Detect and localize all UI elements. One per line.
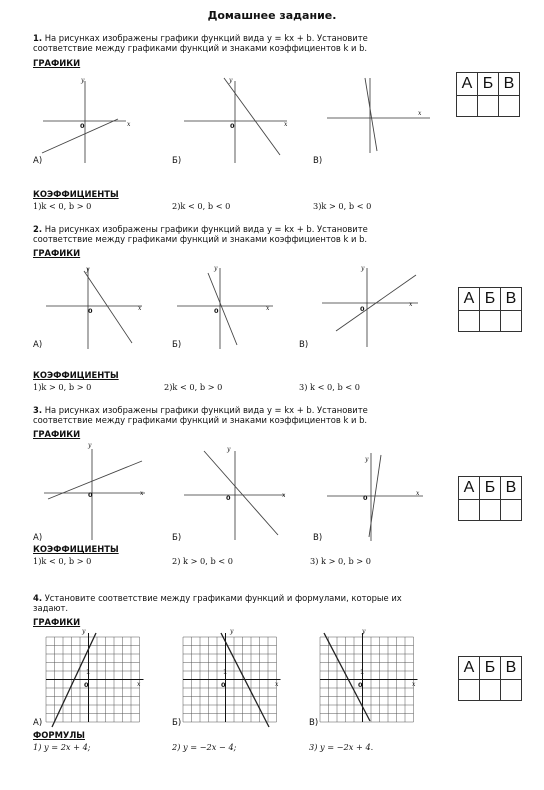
graph-1a — [38, 73, 138, 163]
answer-header-v: В — [501, 657, 522, 680]
answer-header-b: Б — [480, 657, 501, 680]
answer-table — [458, 656, 522, 701]
axis-x-label: x — [275, 681, 279, 688]
graph-4v — [320, 637, 415, 727]
graph-label-b: Б) — [172, 340, 182, 350]
task-text-line2: соответствие между графиками функций и знаками коэффициентов k и b. — [33, 43, 368, 53]
graphs-header: ГРАФИКИ — [33, 617, 81, 627]
graph-4a — [46, 637, 141, 727]
task-text-line1: На рисунках изображены графики функций вида y = kx + b. Установите — [44, 224, 368, 234]
graph-label-b: Б) — [172, 533, 182, 543]
option-1: 1)k < 0, b > 0 — [33, 201, 92, 211]
option-1: 1) y = 2x + 4; — [33, 742, 91, 752]
answer-header-v: В — [501, 477, 522, 500]
origin-label: 0 — [88, 491, 93, 499]
answer-header-v: В — [501, 288, 522, 311]
axis-y-label: y — [361, 265, 365, 272]
graph-label-a: А) — [33, 533, 43, 543]
task-number: 1. — [33, 33, 43, 43]
task-text-line1: На рисунках изображены графики функций вида y = kx + b. Установите — [44, 33, 368, 43]
option-3: 3)k > 0, b < 0 — [313, 201, 372, 211]
axis-y-label: y — [227, 446, 231, 453]
task-number: 3. — [33, 405, 43, 415]
answer-table — [458, 287, 522, 332]
task-1-text — [33, 33, 368, 53]
option-2: 2) k > 0, b < 0 — [172, 556, 233, 566]
coef-header: КОЭФФИЦИЕНТЫ — [33, 370, 119, 380]
axis-x-label: x — [137, 681, 141, 688]
task-number: 4. — [33, 593, 43, 603]
axis-x-label: x — [412, 681, 416, 688]
answer-cell[interactable] — [480, 500, 501, 521]
axis-y-label: y — [81, 77, 85, 84]
answer-cell[interactable] — [499, 96, 520, 117]
task-text-line1: Установите соответствие между графиками функций и формулами, которые их — [44, 593, 402, 603]
graph-label-v: В) — [309, 718, 319, 728]
origin-label: 0 — [88, 307, 93, 315]
graph-2v — [320, 263, 430, 353]
option-2: 2)k < 0, b < 0 — [172, 201, 231, 211]
option-3: 3) y = −2x + 4. — [309, 742, 374, 752]
answer-cell[interactable] — [459, 500, 480, 521]
answer-header-a: А — [459, 657, 480, 680]
coef-header: КОЭФФИЦИЕНТЫ — [33, 189, 119, 199]
origin-label: 0 — [80, 122, 85, 130]
answer-cell[interactable] — [457, 96, 478, 117]
axis-y-label: y — [88, 442, 92, 449]
origin-label: 0 — [363, 494, 368, 502]
task-text-line2: задают. — [33, 603, 69, 613]
axis-x-label: x — [266, 305, 270, 312]
task-4-text — [33, 593, 402, 613]
unit-label: 1 — [86, 668, 91, 676]
graph-4b — [183, 637, 278, 727]
task-2-text — [33, 224, 368, 244]
axis-y-label: y — [229, 77, 233, 84]
option-2: 2)k < 0, b > 0 — [164, 382, 223, 392]
graph-label-v: В) — [299, 340, 309, 350]
graph-label-v: В) — [313, 156, 323, 166]
option-3: 3) k < 0, b < 0 — [299, 382, 360, 392]
graph-1v — [325, 73, 435, 163]
origin-label: 0 — [214, 307, 219, 315]
answer-cell[interactable] — [501, 311, 522, 332]
axis-y-label: y — [365, 456, 369, 463]
task-text-line1: На рисунках изображены графики функций вида y = kx + b. Установите — [44, 405, 368, 415]
axis-y-label: y — [362, 628, 366, 635]
graph-label-a: А) — [33, 340, 43, 350]
graph-label-b: Б) — [172, 718, 182, 728]
axis-x-label: x — [284, 121, 288, 128]
answer-header-b: Б — [480, 288, 501, 311]
graph-label-a: А) — [33, 718, 43, 728]
answer-header-b: Б — [478, 73, 499, 96]
graph-label-v: В) — [313, 533, 323, 543]
graph-label-b: Б) — [172, 156, 182, 166]
axis-x-label: x — [138, 305, 142, 312]
answer-cell[interactable] — [478, 96, 499, 117]
graphs-header: ГРАФИКИ — [33, 58, 81, 68]
axis-x-label: x — [282, 492, 286, 499]
answer-cell[interactable] — [480, 311, 501, 332]
answer-cell[interactable] — [480, 680, 501, 701]
origin-label: 0 — [226, 494, 231, 502]
graph-1b — [182, 73, 292, 163]
option-3: 3) k > 0, b > 0 — [310, 556, 371, 566]
axis-y-label: y — [86, 266, 90, 273]
axis-y-label: y — [230, 628, 234, 635]
axis-x-label: x — [416, 490, 420, 497]
graph-3a — [42, 445, 152, 545]
answer-cell[interactable] — [501, 680, 522, 701]
origin-label: 0 — [358, 681, 363, 689]
graph-label-a: А) — [33, 156, 43, 166]
page-title: Домашнее задание. — [207, 9, 337, 22]
unit-label: 1 — [360, 668, 365, 676]
task-text-line2: соответствие между графиками функций и знаками коэффициентов k и b. — [33, 234, 368, 244]
answer-table — [458, 476, 522, 521]
option-1: 1)k > 0, b > 0 — [33, 382, 92, 392]
answer-cell[interactable] — [501, 500, 522, 521]
graph-3b — [182, 445, 292, 545]
formulas-header: ФОРМУЛЫ — [33, 730, 85, 740]
task-text-line2: соответствие между графиками функций и знаками коэффициентов k и b. — [33, 415, 368, 425]
answer-header-v: В — [499, 73, 520, 96]
axis-y-label: y — [82, 628, 86, 635]
axis-y-label: y — [214, 265, 218, 272]
origin-label: 0 — [221, 681, 226, 689]
task-3-text — [33, 405, 368, 425]
origin-label: 0 — [230, 122, 235, 130]
answer-header-a: А — [457, 73, 478, 96]
task-number: 2. — [33, 224, 43, 234]
origin-label: 0 — [84, 681, 89, 689]
answer-cell[interactable] — [459, 680, 480, 701]
answer-header-a: А — [459, 288, 480, 311]
option-2: 2) y = −2x − 4; — [172, 742, 237, 752]
answer-header-a: А — [459, 477, 480, 500]
axis-x-label: x — [127, 121, 131, 128]
graphs-header: ГРАФИКИ — [33, 429, 81, 439]
axis-x-label: x — [418, 110, 422, 117]
option-1: 1)k < 0, b > 0 — [33, 556, 92, 566]
axis-x-label: x — [140, 490, 144, 497]
axis-x-label: x — [409, 301, 413, 308]
unit-label: 1 — [223, 668, 228, 676]
answer-header-b: Б — [480, 477, 501, 500]
coef-header: КОЭФФИЦИЕНТЫ — [33, 544, 119, 554]
origin-label: 0 — [360, 305, 365, 313]
answer-cell[interactable] — [459, 311, 480, 332]
graphs-header: ГРАФИКИ — [33, 248, 81, 258]
answer-table — [456, 72, 520, 117]
